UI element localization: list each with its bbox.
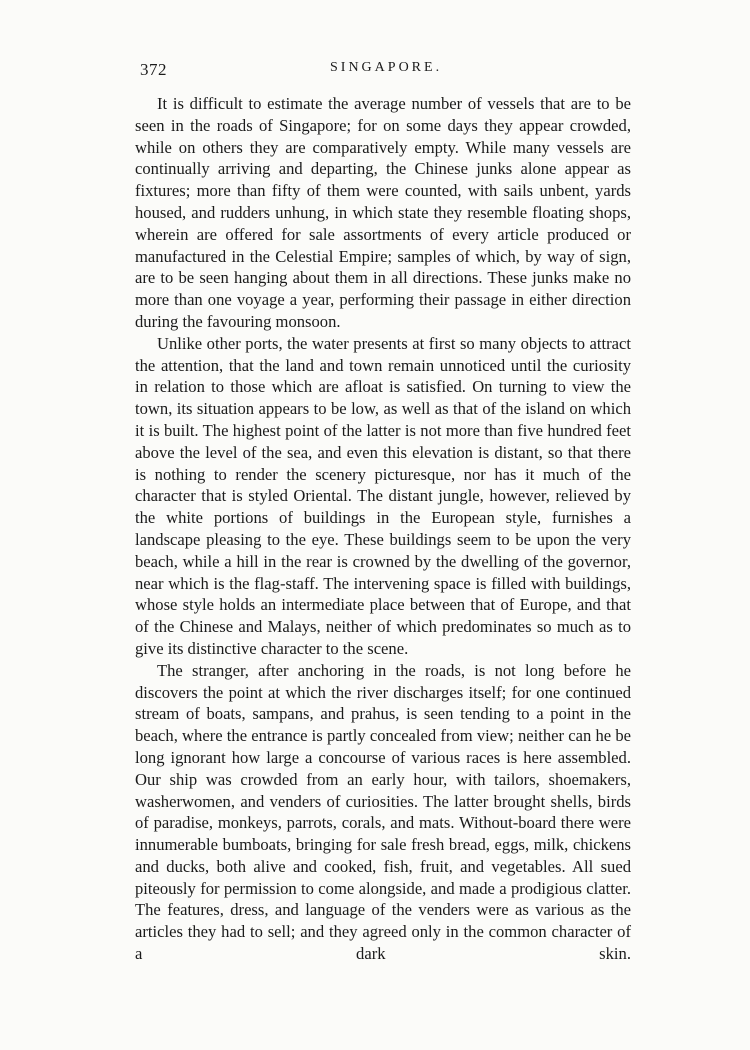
body-text	[135, 93, 631, 965]
page-number: 372	[140, 60, 167, 79]
running-head	[140, 60, 630, 84]
paragraph-town-view: Unlike other ports, the water presents at first so many objects to attract the attention, that the land and town remain unnoticed until the curiosity in relation to those which are afloat is satisfied. On turning to view the town, its situation appears to be low, as well as that of the island on which it is built. The highest point of the latter is not more than five hundred feet above the level of the sea, and even this elevation is distant, so that there is nothing to render the scenery picturesque, nor has it much of the character that is styled Oriental. The distant jungle, however, relieved by the white portions of buildings in the European style, furnishes a landscape pleasing to the eye. These buildings seem to be upon the very beach, while a hill in the rear is crowned by the dwelling of the governor, near which is the flag-staff. The intervening space is filled with buildings, whose style holds an intermediate place between that of Europe, and that of the Chinese and Malays, neither of which predominates so much as to give its distinctive character to the scene.	[135, 333, 631, 658]
paragraph-bumboats: The stranger, after anchoring in the roads, is not long before he discovers the point at which the river discharges itself; for one continued stream of boats, sampans, and prahus, is seen tending to a point in the beach, where the entrance is partly concealed from view; neither can he be long ignorant how large a concourse of various races is here assembled. Our ship was crowded from an early hour, with tailors, shoemakers, washerwomen, and venders of curiosities. The latter brought shells, birds of paradise, monkeys, parrots, corals, and mats. Without-board there were innumerable bumboats, bringing for sale fresh bread, eggs, milk, chickens and ducks, both alive and cooked, fish, fruit, and vegetables. All sued piteously for permission to come alongside, and made a prodigious clatter. The features, dress, and language of the venders were as various as the articles they had to sell; and they agreed only in the common character of a dark skin.	[135, 660, 631, 964]
running-title: SINGAPORE.	[330, 60, 443, 75]
paragraph-vessels: It is difficult to estimate the average number of vessels that are to be seen in the roads of Singapore; for on some days they appear crowded, while on others they are comparatively empty. While many vessels are continually arriving and departing, the Chinese junks alone appear as fixtures; more than fifty of them were counted, with sails unbent, yards housed, and rudders unhung, in which state they resemble floating shops, wherein are offered for sale assortments of every article produced or manufactured in the Celestial Empire; samples of which, by way of sign, are to be seen hanging about them in all directions. These junks make no more than one voyage a year, performing their passage in either direction during the favouring monsoon.	[135, 94, 631, 331]
